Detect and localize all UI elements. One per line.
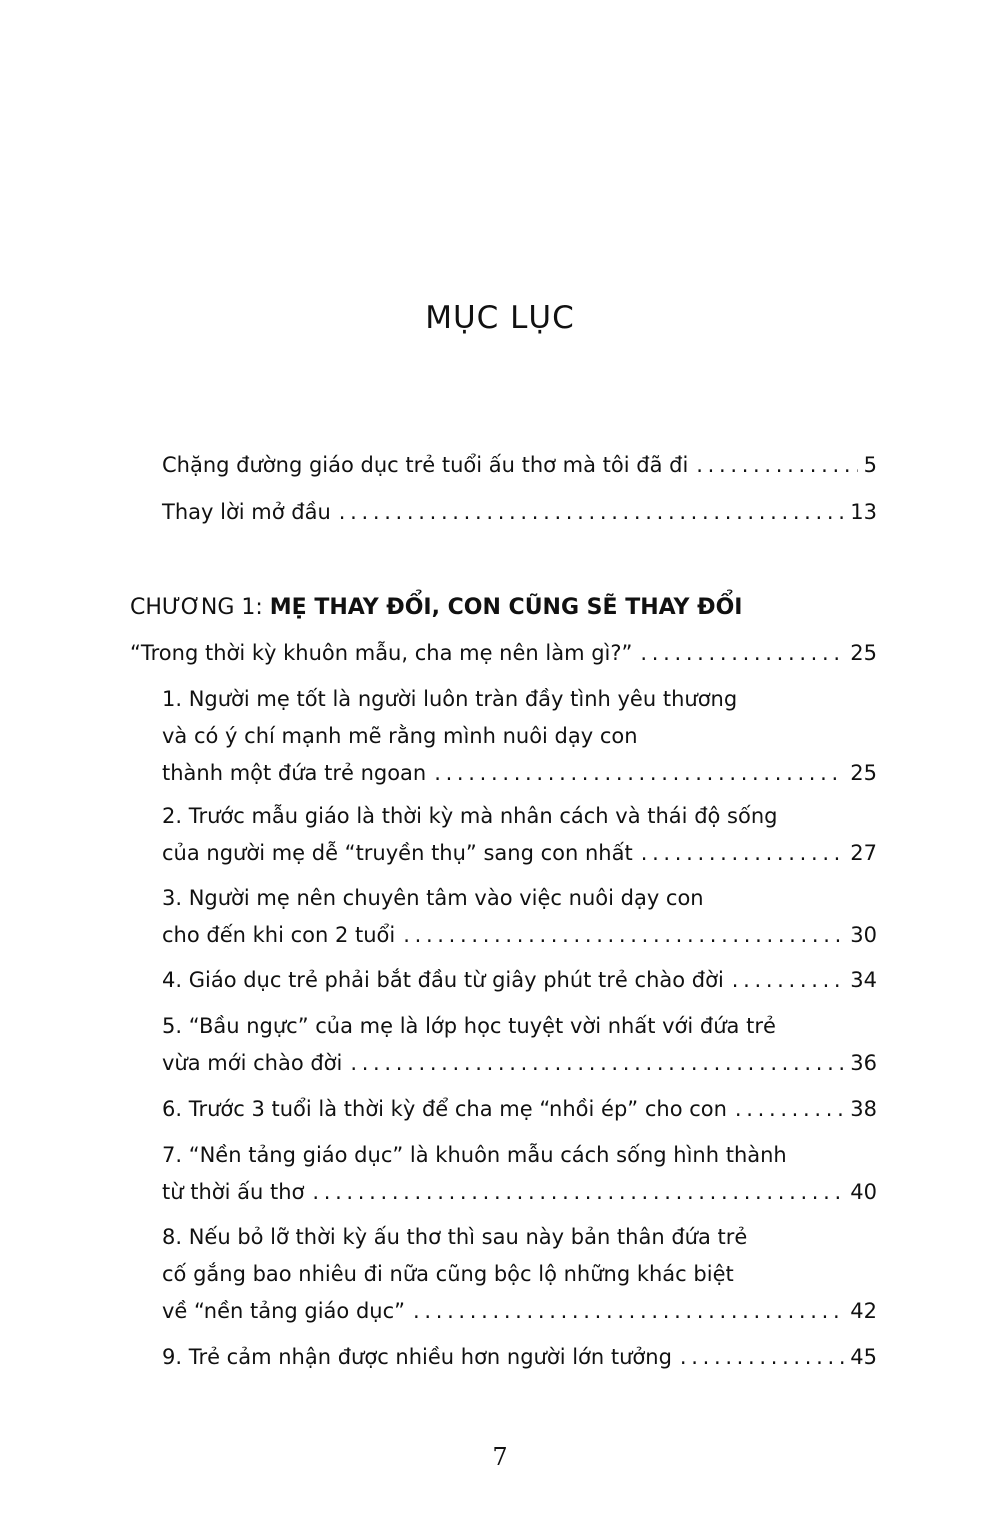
toc-item-text: thành một đứa trẻ ngoan <box>162 761 427 785</box>
toc-item-line <box>162 1174 877 1211</box>
toc-item-line: cố gắng bao nhiêu đi nữa cũng bộc lộ những khác biệt <box>162 1262 734 1286</box>
toc-item <box>162 798 877 872</box>
toc-item-page: 42 <box>850 1299 877 1323</box>
dot-leader <box>732 962 844 999</box>
toc-item-line: 8. Nếu bỏ lỡ thời kỳ ấu thơ thì sau này bản thân đứa trẻ <box>162 1225 748 1249</box>
toc-item-line <box>162 835 877 872</box>
toc-entry-text: “Trong thời kỳ khuôn mẫu, cha mẹ nên làm gì?” <box>130 641 633 665</box>
toc-item <box>162 1091 877 1128</box>
dot-leader <box>403 917 844 954</box>
page-number: 7 <box>492 1443 508 1471</box>
toc-item-line: 7. “Nền tảng giáo dục” là khuôn mẫu cách sống hình thành <box>162 1143 787 1167</box>
dot-leader <box>350 1045 844 1082</box>
toc-item-line: 2. Trước mẫu giáo là thời kỳ mà nhân cách và thái độ sống <box>162 804 778 828</box>
toc-item-page: 36 <box>850 1051 877 1075</box>
dot-leader <box>434 755 844 792</box>
dot-leader <box>680 1339 844 1376</box>
toc-item-line <box>162 755 877 792</box>
toc-title: MỤC LỤC <box>425 300 575 336</box>
toc-item-text: 6. Trước 3 tuổi là thời kỳ để cha mẹ “nhồi ép” cho con <box>162 1097 727 1121</box>
toc-item-text: vừa mới chào đời <box>162 1051 343 1075</box>
toc-item-line <box>162 917 877 954</box>
toc-item-text: 4. Giáo dục trẻ phải bắt đầu từ giây phút trẻ chào đời <box>162 968 724 992</box>
toc-entry <box>162 494 877 531</box>
toc-item-text: 9. Trẻ cảm nhận được nhiều hơn người lớn tưởng <box>162 1345 672 1369</box>
toc-item-text: cho đến khi con 2 tuổi <box>162 923 396 947</box>
toc-entry-text: Thay lời mở đầu <box>162 500 331 524</box>
toc-item-page: 25 <box>850 761 877 785</box>
toc-item-line: 3. Người mẹ nên chuyên tâm vào việc nuôi dạy con <box>162 886 704 910</box>
toc-item <box>162 1137 877 1211</box>
toc-entry-page: 5 <box>863 453 877 477</box>
dot-leader <box>696 447 857 484</box>
toc-item <box>162 1008 877 1082</box>
toc-item-page: 45 <box>850 1345 877 1369</box>
chapter-heading <box>130 591 742 625</box>
toc-item-line: 5. “Bầu ngực” của mẹ là lớp học tuyệt vời nhất với đứa trẻ <box>162 1014 776 1038</box>
toc-item-line <box>162 1045 877 1082</box>
toc-item <box>162 681 877 792</box>
toc-entry <box>162 447 877 484</box>
toc-item <box>162 1219 877 1330</box>
toc-item-text: từ thời ấu thơ <box>162 1180 305 1204</box>
toc-item-text: của người mẹ dễ “truyền thụ” sang con nhất <box>162 841 633 865</box>
toc-item-line <box>162 962 877 999</box>
toc-item-line <box>162 1293 877 1330</box>
dot-leader <box>413 1293 844 1330</box>
toc-entry <box>130 635 877 672</box>
toc-item-page: 38 <box>850 1097 877 1121</box>
toc-item-line <box>162 1339 877 1376</box>
toc-item-page: 40 <box>850 1180 877 1204</box>
toc-entry-text: Chặng đường giáo dục trẻ tuổi ấu thơ mà tôi đã đi <box>162 453 689 477</box>
toc-entry-page: 25 <box>850 641 877 665</box>
dot-leader <box>640 635 844 672</box>
toc-item-page: 30 <box>850 923 877 947</box>
toc-item-line <box>162 1091 877 1128</box>
chapter-title: MẸ THAY ĐỔI, CON CŨNG SẼ THAY ĐỔI <box>269 595 743 620</box>
toc-entry-page: 13 <box>850 500 877 524</box>
toc-item <box>162 880 877 954</box>
dot-leader <box>735 1091 844 1128</box>
dot-leader <box>312 1174 844 1211</box>
toc-item-line: 1. Người mẹ tốt là người luôn tràn đầy tình yêu thương <box>162 687 738 711</box>
toc-item <box>162 962 877 999</box>
chapter-label: CHƯƠNG 1: <box>130 595 263 620</box>
toc-item-page: 27 <box>850 841 877 865</box>
toc-item-line: và có ý chí mạnh mẽ rằng mình nuôi dạy con <box>162 724 638 748</box>
toc-entry-line <box>162 447 877 484</box>
dot-leader <box>339 494 844 531</box>
dot-leader <box>641 835 845 872</box>
toc-item-page: 34 <box>850 968 877 992</box>
toc-entry-line <box>130 635 877 672</box>
toc-item <box>162 1339 877 1376</box>
toc-entry-line <box>162 494 877 531</box>
toc-item-text: về “nền tảng giáo dục” <box>162 1299 406 1323</box>
